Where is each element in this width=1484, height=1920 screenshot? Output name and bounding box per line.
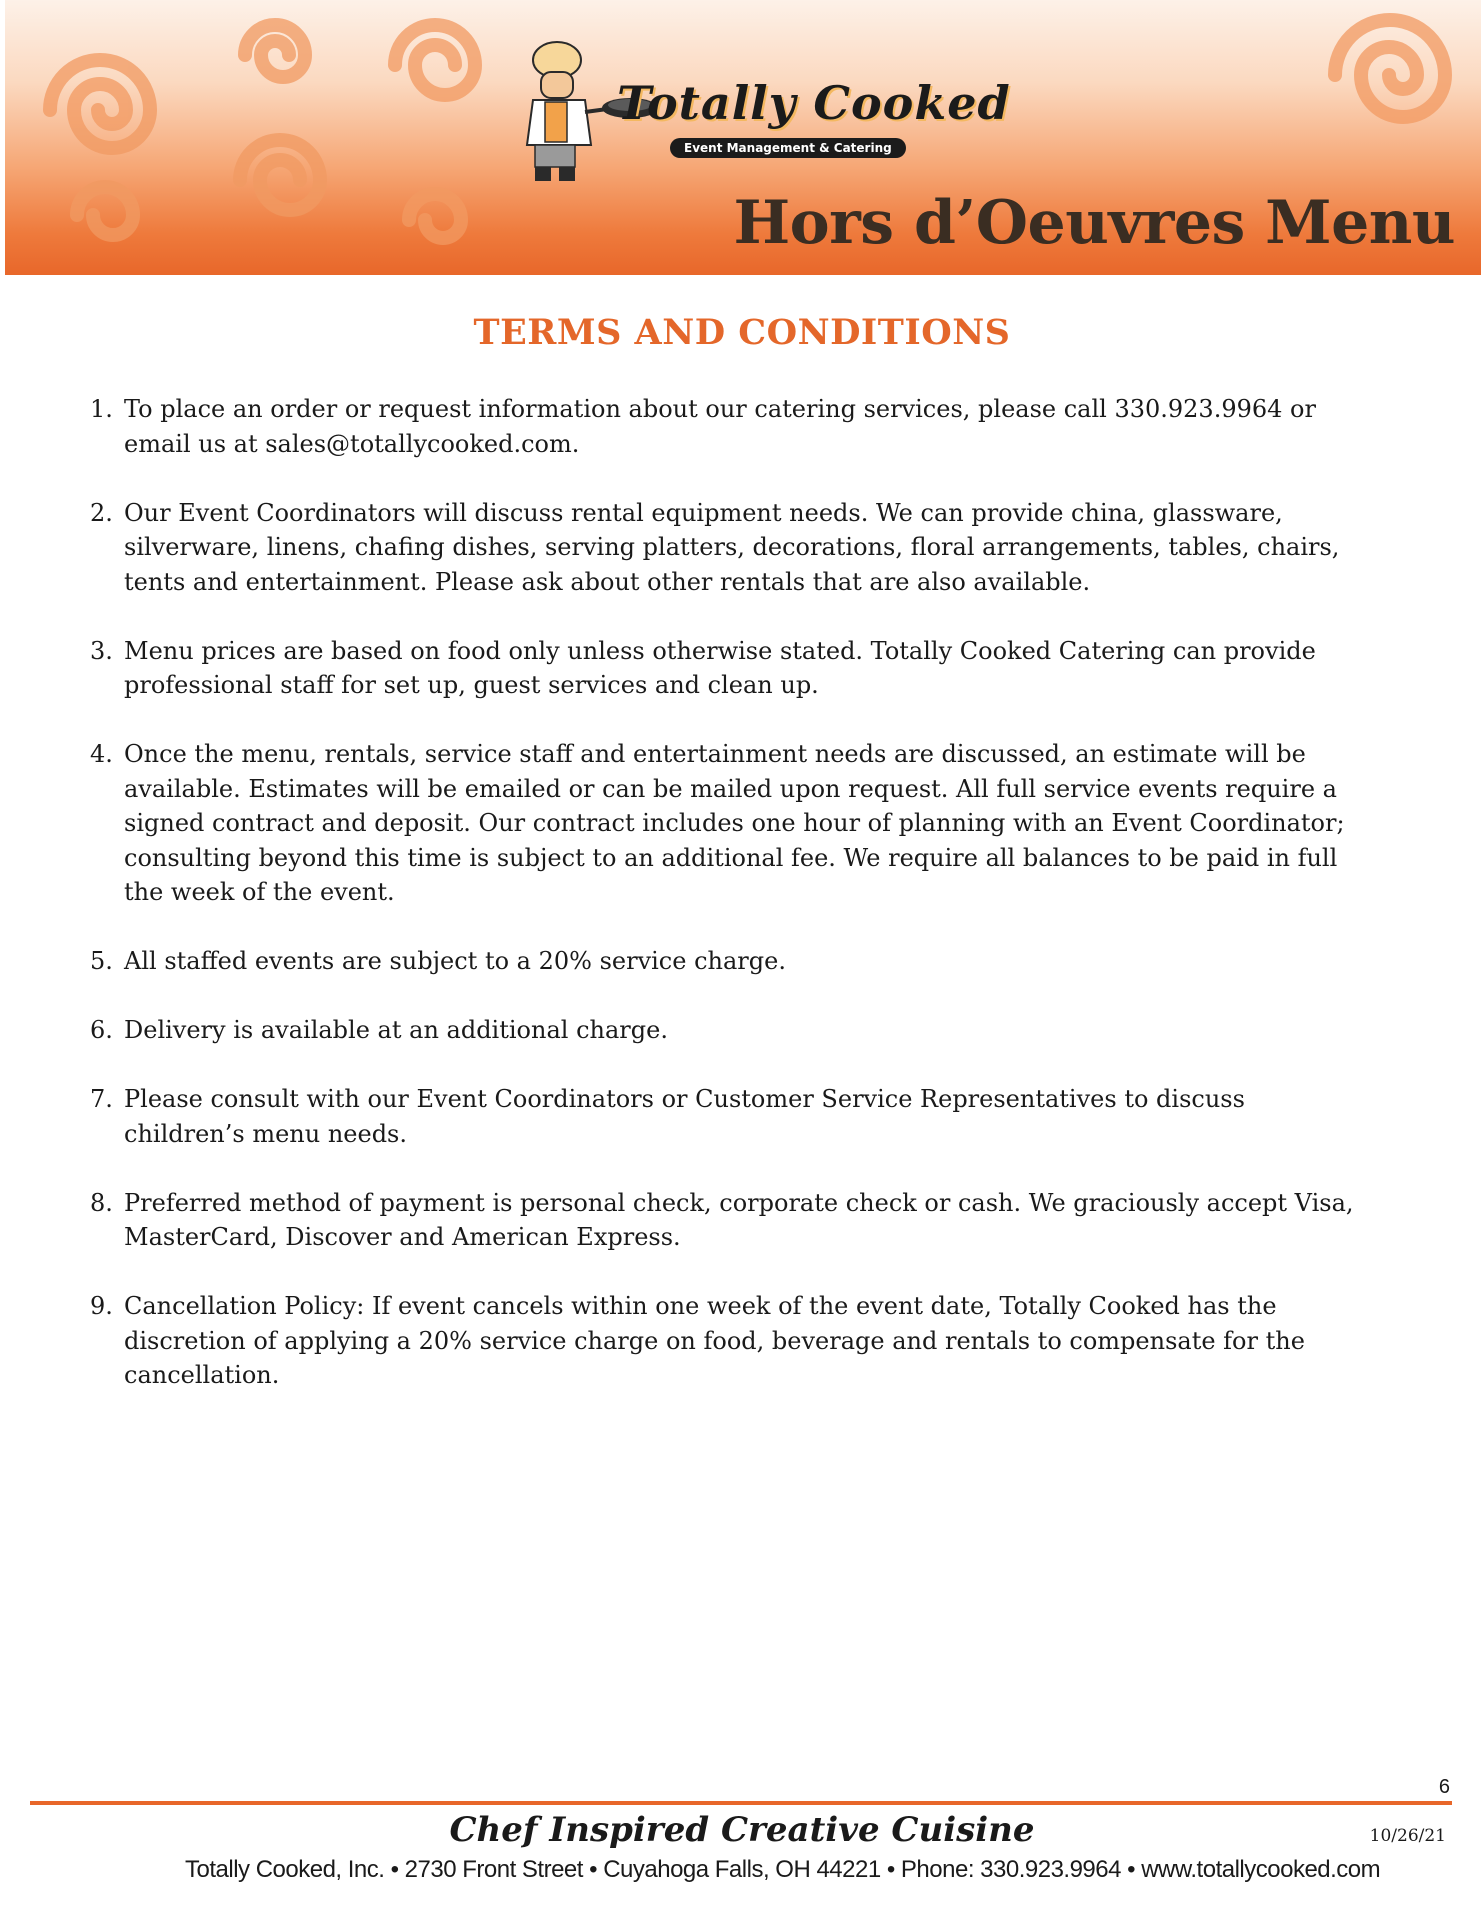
term-number: 8. [90,1188,113,1217]
term-text: Our Event Coordinators will discuss rental equipment needs. We can provide china, glassware, silverware, linens, chafing dishes, serving platters, decorations, floral arrangements, tables, chairs, tents and entertainment. Please ask about other rentals that are also available. [124,498,1340,596]
term-text: All staffed events are subject to a 20% service charge. [124,947,786,975]
term-number: 7. [90,1085,113,1113]
terms-list [90,392,1360,1427]
term-number: 1. [90,395,113,423]
term-item [90,1013,1360,1048]
brand-tagline: Event Management & Catering [670,138,906,158]
term-number: 6. [90,1016,113,1044]
header-banner [5,0,1481,275]
page-number: 6 [1438,1776,1450,1798]
term-text: Once the menu, rentals, service staff and entertainment needs are discussed, an estimate will be available. Estimates will be emailed or can be mailed upon request. All full service events require a signed contract and deposit. Our contract includes one hour of planning with an Event Coordinator; consulting beyond this time is subject to an additional fee. We require all balances to be paid in full the week of the event. [124,740,1345,906]
term-text: Please consult with our Event Coordinators or Customer Service Representatives to discuss children’s menu needs. [124,1085,1245,1148]
footer-tagline: Chef Inspired Creative Cuisine [449,1810,1035,1850]
term-text: Menu prices are based on food only unless otherwise stated. Totally Cooked Catering can provide professional staff for set up, guest services and clean up. [124,636,1316,699]
chef-icon [505,20,615,190]
term-item [90,1082,1360,1151]
term-text: Delivery is available at an additional charge. [124,1016,668,1044]
footer-address: Totally Cooked, Inc. • 2730 Front Street • Cuyahoga Falls, OH 44221 • Phone: 330.923.9964 • www.totallycooked.com [185,1856,1381,1883]
footer-date: 10/26/21 [1369,1826,1446,1846]
totally-cooked-logo [505,20,1011,190]
term-item [90,1186,1360,1255]
footer-divider [30,1801,1452,1805]
menu-title: Hors d’Oeuvres Menu [733,188,1455,258]
term-item [90,1289,1360,1393]
term-item [90,392,1360,461]
term-text: Preferred method of payment is personal check, corporate check or cash. We graciously accept Visa, MasterCard, Discover and American Express. [124,1188,1354,1251]
term-number: 3. [90,636,113,665]
page-title: TERMS AND CONDITIONS [473,312,1011,353]
term-item [90,737,1360,910]
term-number: 2. [90,498,113,527]
term-number: 9. [90,1292,113,1320]
term-text: To place an order or request information about our catering services, please call 330.923.9964 or email us at sales@totallycooked.com. [124,395,1316,458]
term-number: 4. [90,740,113,768]
term-item [90,944,1360,979]
term-number: 5. [90,947,113,975]
term-item [90,634,1360,703]
brand-name: Totally Cooked [617,76,1011,130]
term-item [90,496,1360,600]
term-text: Cancellation Policy: If event cancels within one week of the event date, Totally Cooked has the discretion of applying a 20% service charge on food, beverage and rentals to compensate for the cancellation. [124,1292,1305,1389]
